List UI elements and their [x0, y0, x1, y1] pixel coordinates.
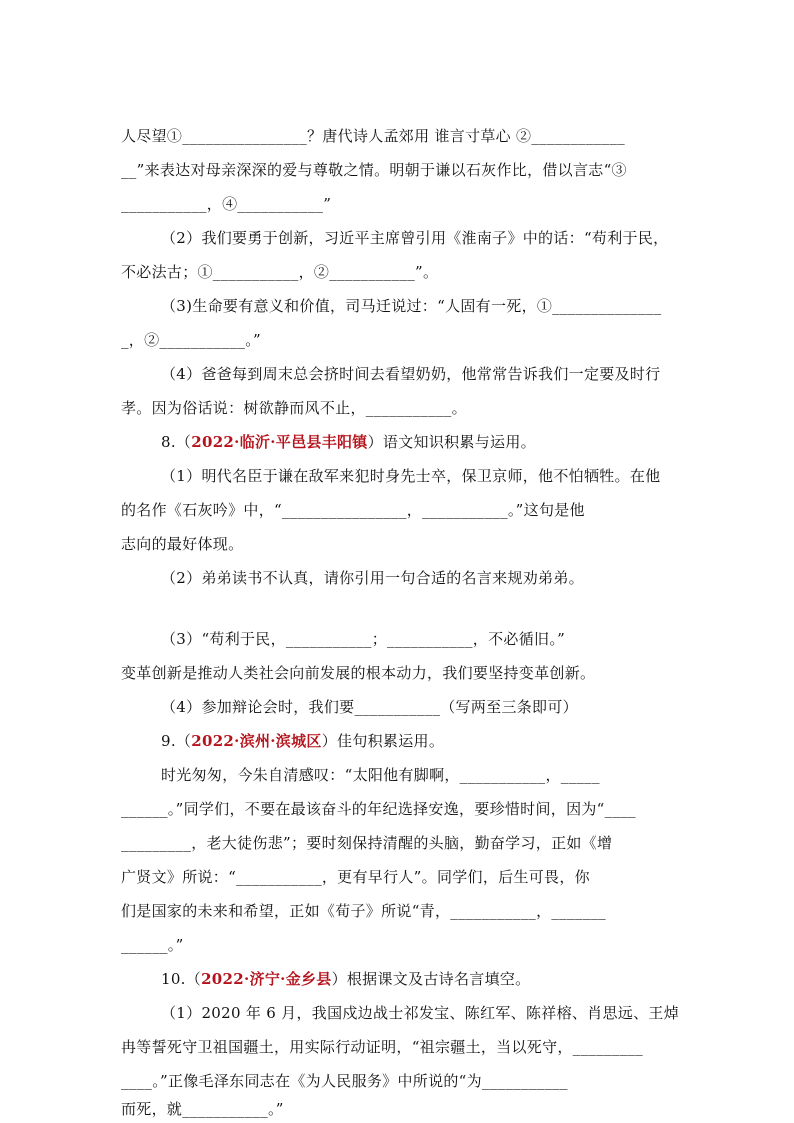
text-line: ____。”正像毛泽东同志在《为人民服务》中所说的“为___________ [121, 1072, 568, 1090]
text-line: （3)生命要有意义和价值，司马迁说过：“人固有一死，①______________ [161, 297, 662, 315]
text-line: ___________，④___________” [121, 195, 332, 213]
text-line: __”来表达对母亲深深的爱与尊敬之情。明朝于谦以石灰作比，借以言志“③ [121, 161, 627, 179]
question-heading-9: 9.（2022·滨州·滨城区）佳句积累运用。 [161, 732, 445, 750]
text-line: ______。” [121, 936, 184, 954]
text-line: 而死，就___________。” [121, 1100, 284, 1118]
text-line: ______。”同学们，不要在最该奋斗的年纪选择安逸，要珍惜时间，因为“____ [121, 800, 636, 818]
text-line: （4）爸爸每到周末总会挤时间去看望奶奶，他常常告诉我们一定要及时行 [161, 365, 661, 383]
text-line: （4）参加辩论会时，我们要___________（写两至三条即可） [161, 698, 578, 716]
text-line: （1）明代名臣于谦在敌军来犯时身先士卒，保卫京师，他不怕牺牲。在他 [161, 467, 661, 485]
text-line: _________，老大徒伤悲”；要时刻保持清醒的头脑，勤奋学习，正如《增 [121, 834, 613, 852]
text-line: （2）弟弟读书不认真，请你引用一句合适的名言来规劝弟弟。 [161, 569, 584, 587]
text-line: 志向的最好体现。 [121, 535, 244, 553]
source-label: 2022·临沂·平邑县丰阳镇 [191, 433, 368, 451]
source-label: 2022·滨州·滨城区 [191, 732, 322, 750]
text-line: 人尽望①________________？唐代诗人孟郊用 谁言寸草心 ②____________ [121, 127, 625, 145]
source-label: 2022·济宁·金乡县 [201, 970, 332, 988]
question-heading-8: 8.（2022·临沂·平邑县丰阳镇）语文知识积累与运用。 [161, 433, 536, 451]
text-line: 孝。因为俗话说：树欲静而风不止，___________。 [121, 399, 467, 417]
text-line: （2）我们要勇于创新，习近平主席曾引用《淮南子》中的话：“苟利于民， [161, 229, 669, 247]
text-line: （3）“苟利于民，___________；___________，不必循旧。” [161, 630, 566, 648]
text-line: 冉等誓死守卫祖国疆土，用实际行动证明，“祖宗疆土，当以死守，_________ [121, 1038, 643, 1056]
text-line: 的名作《石灰吟》中，“________________，___________。”这句是他 [121, 501, 585, 519]
text-line: 们是国家的未来和希望，正如《荀子》所说“青，___________，_______ [121, 902, 606, 920]
text-line: 广贤文》所说：“___________，更有早行人”。同学们，后生可畏，你 [121, 868, 590, 886]
text-line: （1）2020 年 6 月，我国戍边战士祁发宝、陈红军、陈祥榕、肖思远、王焯 [161, 1004, 679, 1022]
text-line: 时光匆匆，今朱自清感叹：“太阳他有脚啊，___________，_____ [161, 766, 600, 784]
question-heading-10: 10.（2022·济宁·金乡县）根据课文及古诗名言填空。 [161, 970, 531, 988]
text-line: _，②___________。” [121, 331, 261, 349]
text-line: 不必法古；①___________，②___________”。 [121, 263, 439, 281]
text-line: 变革创新是推动人类社会向前发展的根本动力，我们要坚持变革创新。 [121, 664, 596, 682]
